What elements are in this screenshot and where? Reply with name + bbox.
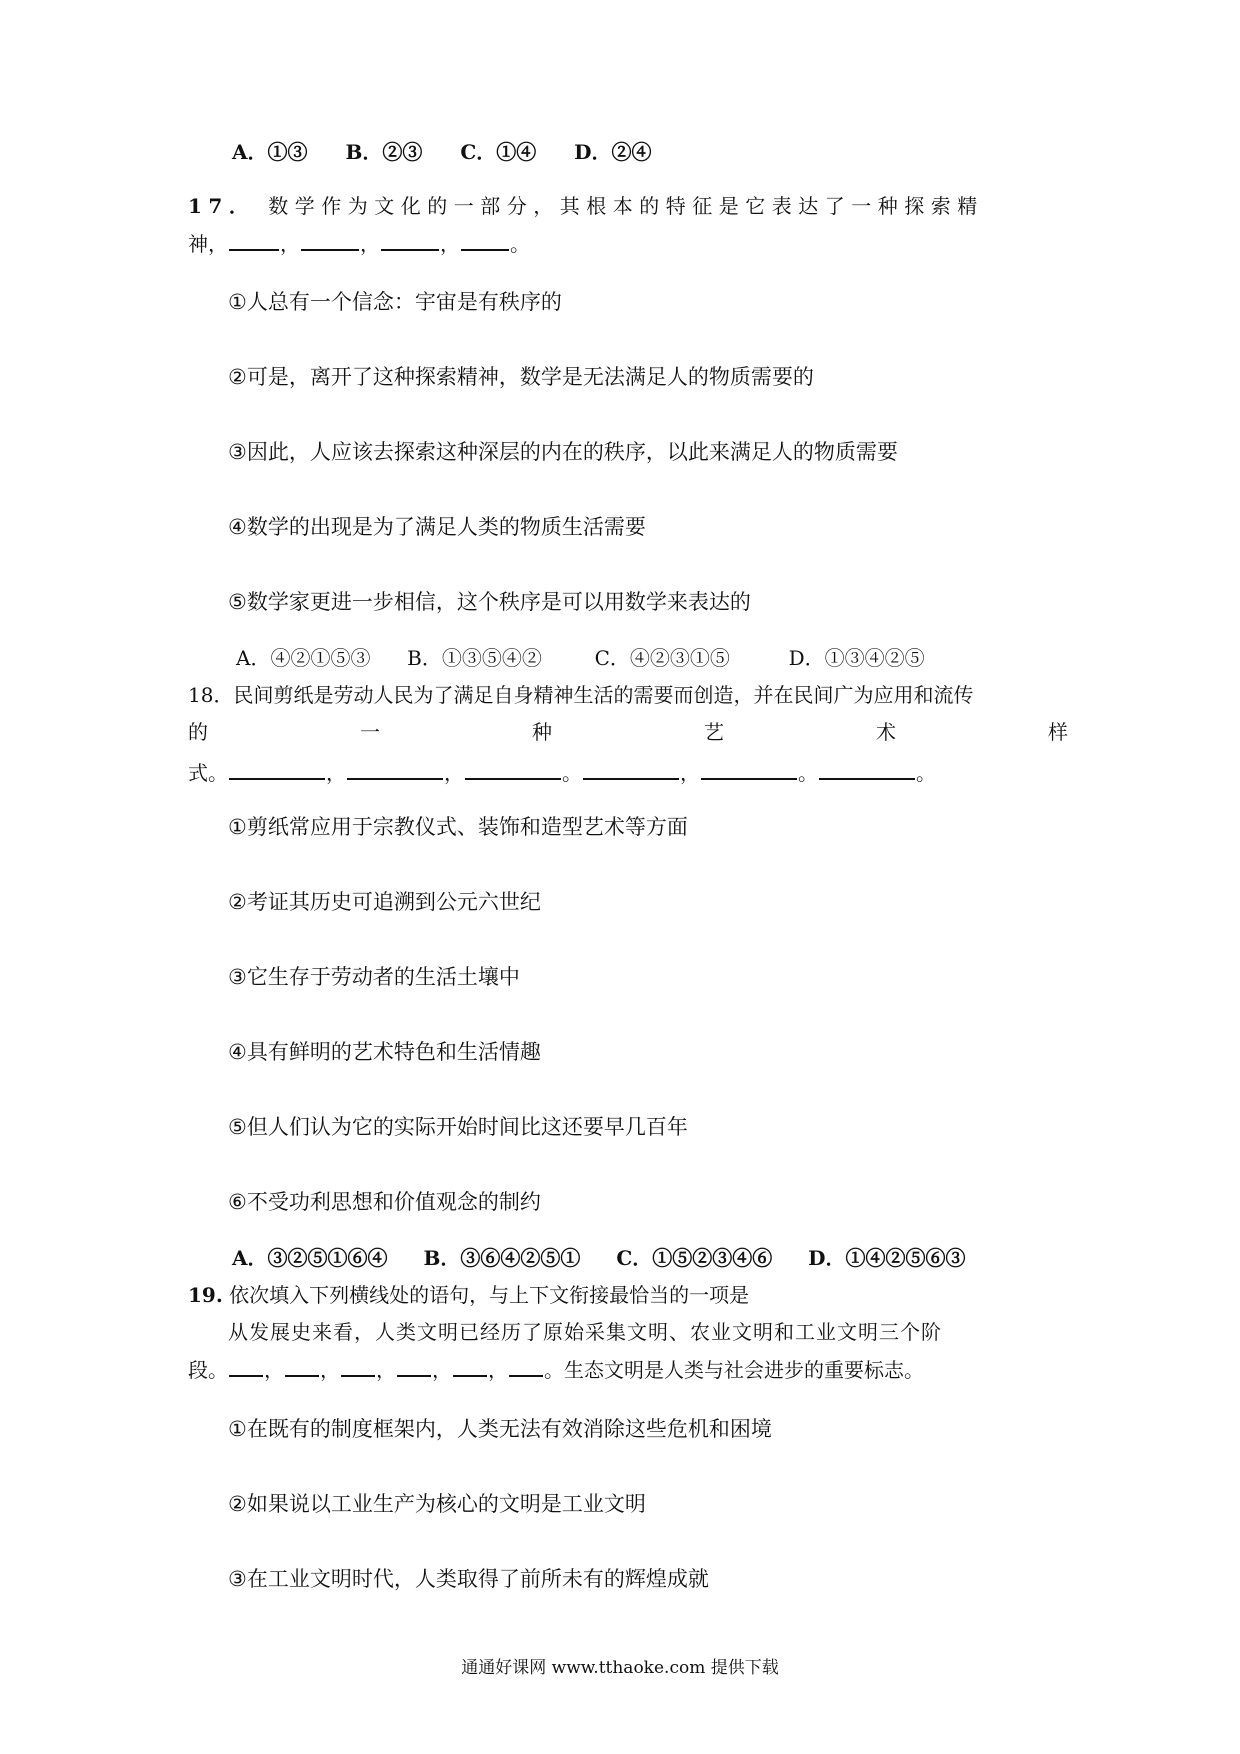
q18-item-2: ②考证其历史可追溯到公元六世纪 [228,890,541,914]
comma: ， [326,761,346,785]
comma: ， [264,1358,284,1382]
period: 。 [798,761,818,785]
q18-char: 的 [188,720,208,744]
q18-options [232,1243,966,1273]
q18-stem-line2 [188,717,1068,747]
period: 。 [916,761,936,785]
blank [819,760,915,780]
q19-paragraph-line1: 从发展史来看，人类文明已经历了原始采集文明、农业文明和工业文明三个阶 [228,1320,942,1344]
q18-char: 种 [532,720,552,744]
q18-char: 艺 [704,720,724,744]
q17-item-1: ①人总有一个信念：宇宙是有秩序的 [228,290,562,314]
comma: ， [444,761,464,785]
comma: ， [320,1358,340,1382]
blank [701,760,797,780]
q19-item-1: ①在既有的制度框架内，人类无法有效消除这些危机和困境 [228,1417,772,1441]
blank [381,231,439,251]
q19-para-start: 段。 [188,1358,228,1382]
q17-stem-line1 [188,191,984,221]
q18-item-6: ⑥不受功利思想和价值观念的制约 [228,1190,541,1214]
blank [509,1357,543,1377]
q17-item-3: ③因此，人应该去探索这种深层的内在的秩序，以此来满足人的物质需要 [228,440,898,464]
comma: ， [488,1358,508,1382]
q18-option-c: C．①⑤②③④⑥ [616,1246,773,1270]
comma: ， [360,232,380,256]
q18-item-1: ①剪纸常应用于宗教仪式、装饰和造型艺术等方面 [228,815,688,839]
blank [285,1357,319,1377]
q18-option-b: B．③⑥④②⑤① [423,1246,581,1270]
q18-option-d: D．①④②⑤⑥③ [808,1246,966,1270]
comma: ， [280,232,300,256]
q17-item-4: ④数学的出现是为了满足人类的物质生活需要 [228,515,646,539]
q18-char: 一 [360,720,380,744]
q18-item-3: ③它生存于劳动者的生活土壤中 [228,965,520,989]
blank [397,1357,431,1377]
blank [453,1357,487,1377]
q17-option-d: D．①③④②⑤ [788,646,925,670]
comma: ， [432,1358,452,1382]
q19-number: 19. [188,1283,223,1307]
blank [461,231,509,251]
q19-para-end: 。生态文明是人类与社会进步的重要标志。 [544,1358,924,1382]
q16-option-c: C．①④ [460,140,537,164]
q17-item-5: ⑤数学家更进一步相信，这个秩序是可以用数学来表达的 [228,590,751,614]
q18-item-5: ⑤但人们认为它的实际开始时间比这还要早几百年 [228,1115,688,1139]
blank [347,760,443,780]
blank [465,760,561,780]
q18-stem-line1: 18．民间剪纸是劳动人民为了满足自身精神生活的需要而创造，并在民间广为应用和流传 [188,683,974,707]
q17-stem-line2 [188,229,530,259]
q18-item-4: ④具有鲜明的艺术特色和生活情趣 [228,1040,541,1064]
comma: ， [440,232,460,256]
q19-stem [188,1280,749,1310]
q19-item-2: ②如果说以工业生产为核心的文明是工业文明 [228,1492,646,1516]
q18-option-a: A．③②⑤①⑥④ [232,1246,388,1270]
q17-option-b: B．①③⑤④② [407,646,542,670]
comma: ， [376,1358,396,1382]
blank [583,760,679,780]
q18-char: 样 [1048,720,1068,744]
q18-stem-line3 [188,758,936,788]
q17-option-a: A．④②①⑤③ [236,646,371,670]
blank [229,760,325,780]
q17-stem-text: 数学作为文化的一部分，其根本的特征是它表达了一种探索精 [268,194,984,218]
page-footer: 通通好课网 www.tthaoke.com 提供下载 [461,1658,779,1678]
q19-paragraph-line2 [188,1355,924,1385]
q19-item-3: ③在工业文明时代，人类取得了前所未有的辉煌成就 [228,1567,709,1591]
q17-option-c: C．④②③①⑤ [594,646,730,670]
q17-options [236,643,925,673]
q16-options [232,137,652,167]
blank [341,1357,375,1377]
q16-option-d: D．②④ [574,140,652,164]
blank [229,231,279,251]
q17-number: 17． [188,194,256,218]
q17-stem-start: 神， [188,232,228,256]
q16-option-a: A．①③ [232,140,308,164]
blank [301,231,359,251]
q16-option-b: B．②③ [345,140,423,164]
q19-stem-text: 依次填入下列横线处的语句，与上下文衔接最恰当的一项是 [229,1283,750,1307]
comma: ， [680,761,700,785]
blank [229,1357,263,1377]
period: 。 [562,761,582,785]
q18-stem-start: 式。 [188,761,228,785]
q17-item-2: ②可是，离开了这种探索精神，数学是无法满足人的物质需要的 [228,365,814,389]
period: 。 [510,232,530,256]
q18-char: 术 [876,720,896,744]
